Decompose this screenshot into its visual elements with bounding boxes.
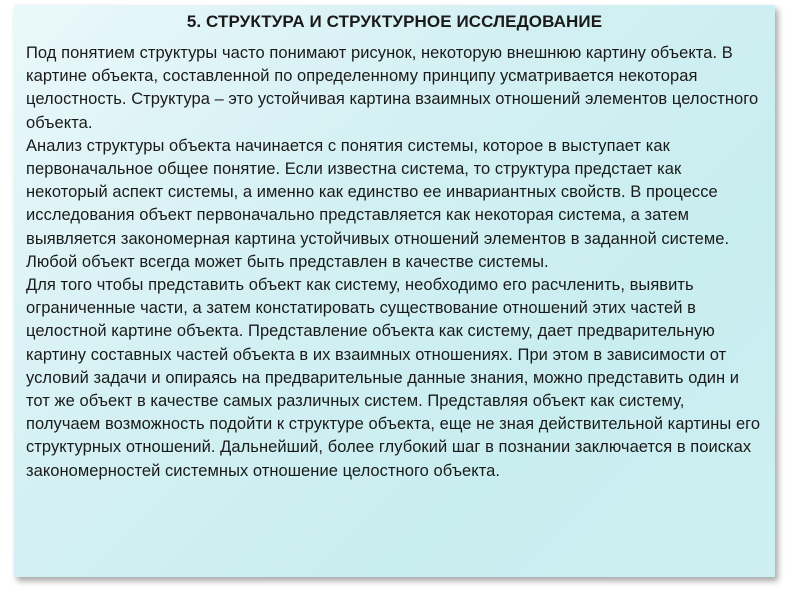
body-text — [26, 42, 763, 483]
paragraph: Любой объект всегда может быть представлен в качестве системы. — [26, 252, 549, 271]
content-card — [14, 5, 775, 577]
paragraph: Анализ структуры объекта начинается с понятия системы, которое в выступает как первоначальное общее понятие. Если известна система, то структура предстает как некоторый аспект системы, а именно как единство ее инвариантных свойств. В процессе исследования объект первоначально представляется как некоторая система, а затем выявляется закономерная картина устойчивых отношений элементов в заданной системе. — [26, 136, 730, 248]
paragraph: Под понятием структуры часто понимают рисунок, некоторую внешнюю картину объекта. В картине объекта, составленной по определенному принципу усматривается некоторая целостность. Структура – это устойчивая картина взаимных отношений элементов целостного объекта. — [26, 44, 759, 132]
paragraph: Для того чтобы представить объект как систему, необходимо его расчленить, выявить ограниченные части, а затем констатировать существование отношений этих частей в целостной картине объекта. Представление объекта как систему, дает предварительную картину составных частей объекта в их взаимных отношениях. При этом в зависимости от условий задачи и опираясь на предварительные данные знания, можно представить один и тот же объект в качестве самых различных систем. Представляя объект как систему, получаем возможность подойти к структуре объекта, еще не зная действительной картины его структурных отношений. Дальнейший, более глубокий шаг в познании заключается в поисках закономерностей системных отношение целостного объекта. — [26, 276, 761, 480]
slide-title: 5. СТРУКТУРА И СТРУКТУРНОЕ ИССЛЕДОВАНИЕ — [186, 12, 603, 31]
